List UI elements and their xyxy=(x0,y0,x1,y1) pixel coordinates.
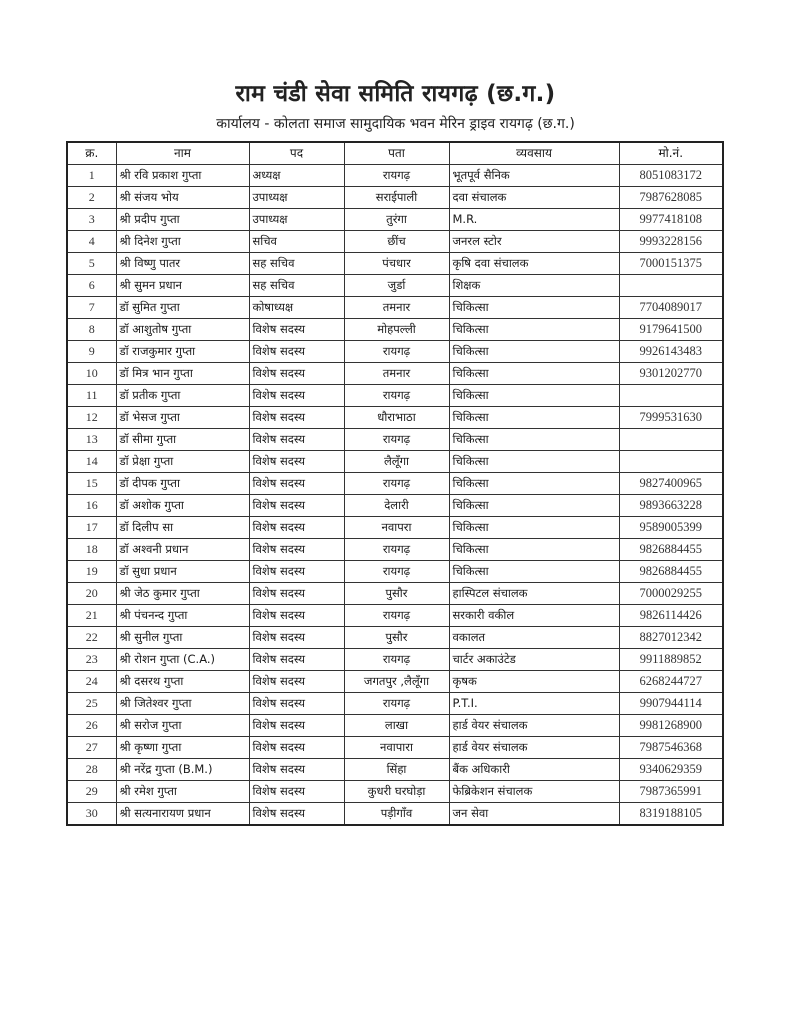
name-cell: डॉ आशुतोष गुप्ता xyxy=(116,319,249,341)
table-row xyxy=(67,253,723,275)
mobile-cell xyxy=(619,429,723,451)
address-cell: लैलूँगा xyxy=(344,451,449,473)
post-cell: विशेष सदस्य xyxy=(249,671,344,693)
header-address: पता xyxy=(344,142,449,165)
occupation-cell: चिकित्सा xyxy=(449,561,619,583)
name-cell: डॉ दीपक गुप्ता xyxy=(116,473,249,495)
serial-cell: 5 xyxy=(67,253,116,275)
post-cell: विशेष सदस्य xyxy=(249,539,344,561)
address-cell: रायगढ़ xyxy=(344,693,449,715)
occupation-cell: चिकित्सा xyxy=(449,341,619,363)
post-cell: विशेष सदस्य xyxy=(249,649,344,671)
table-row xyxy=(67,297,723,319)
mobile-cell: 8827012342 xyxy=(619,627,723,649)
name-cell: डॉ सीमा गुप्ता xyxy=(116,429,249,451)
address-cell: रायगढ़ xyxy=(344,605,449,627)
serial-cell: 6 xyxy=(67,275,116,297)
name-cell: डॉ राजकुमार गुप्ता xyxy=(116,341,249,363)
serial-cell: 29 xyxy=(67,781,116,803)
mobile-cell: 7999531630 xyxy=(619,407,723,429)
address-cell: तमनार xyxy=(344,363,449,385)
occupation-cell: फेब्रिकेशन संचालक xyxy=(449,781,619,803)
name-cell: डॉ भेसज गुप्ता xyxy=(116,407,249,429)
occupation-cell: चिकित्सा xyxy=(449,385,619,407)
occupation-cell: चिकित्सा xyxy=(449,363,619,385)
name-cell: श्री सत्यनारायण प्रधान xyxy=(116,803,249,826)
name-cell: श्री जेठ कुमार गुप्ता xyxy=(116,583,249,605)
serial-cell: 4 xyxy=(67,231,116,253)
serial-cell: 3 xyxy=(67,209,116,231)
occupation-cell: सरकारी वकील xyxy=(449,605,619,627)
table-row xyxy=(67,275,723,297)
name-cell: डॉ अशोक गुप्ता xyxy=(116,495,249,517)
serial-cell: 8 xyxy=(67,319,116,341)
table-row xyxy=(67,561,723,583)
address-cell: लाखा xyxy=(344,715,449,737)
mobile-cell: 8051083172 xyxy=(619,165,723,187)
mobile-cell: 7000151375 xyxy=(619,253,723,275)
mobile-cell: 9340629359 xyxy=(619,759,723,781)
occupation-cell: चिकित्सा xyxy=(449,451,619,473)
mobile-cell xyxy=(619,451,723,473)
address-cell: रायगढ़ xyxy=(344,165,449,187)
occupation-cell: कृषक xyxy=(449,671,619,693)
name-cell: श्री रमेश गुप्ता xyxy=(116,781,249,803)
name-cell: डॉ सुमित गुप्ता xyxy=(116,297,249,319)
name-cell: डॉ अश्वनी प्रधान xyxy=(116,539,249,561)
name-cell: डॉ मित्र भान गुप्ता xyxy=(116,363,249,385)
serial-cell: 27 xyxy=(67,737,116,759)
post-cell: विशेष सदस्य xyxy=(249,781,344,803)
name-cell: डॉ दिलीप सा xyxy=(116,517,249,539)
address-cell: देलारी xyxy=(344,495,449,517)
address-cell: सिंहा xyxy=(344,759,449,781)
post-cell: विशेष सदस्य xyxy=(249,451,344,473)
address-cell: नवापारा xyxy=(344,737,449,759)
address-cell: सराईपाली xyxy=(344,187,449,209)
post-cell: अध्यक्ष xyxy=(249,165,344,187)
mobile-cell: 9981268900 xyxy=(619,715,723,737)
occupation-cell: चिकित्सा xyxy=(449,429,619,451)
post-cell: विशेष सदस्य xyxy=(249,803,344,826)
serial-cell: 30 xyxy=(67,803,116,826)
post-cell: विशेष सदस्य xyxy=(249,341,344,363)
table-row xyxy=(67,165,723,187)
table-row xyxy=(67,341,723,363)
mobile-cell: 9301202770 xyxy=(619,363,723,385)
mobile-cell: 6268244727 xyxy=(619,671,723,693)
name-cell: डॉ प्रेक्षा गुप्ता xyxy=(116,451,249,473)
mobile-cell: 7987365991 xyxy=(619,781,723,803)
post-cell: विशेष सदस्य xyxy=(249,737,344,759)
name-cell: श्री नरेंद्र गुप्ता (B.M.) xyxy=(116,759,249,781)
serial-cell: 16 xyxy=(67,495,116,517)
serial-cell: 21 xyxy=(67,605,116,627)
occupation-cell: जनरल स्टोर xyxy=(449,231,619,253)
occupation-cell: चार्टर अकाउंटेड xyxy=(449,649,619,671)
name-cell: श्री रवि प्रकाश गुप्ता xyxy=(116,165,249,187)
post-cell: विशेष सदस्य xyxy=(249,473,344,495)
serial-cell: 7 xyxy=(67,297,116,319)
serial-cell: 10 xyxy=(67,363,116,385)
address-cell: रायगढ़ xyxy=(344,385,449,407)
mobile-cell: 7987546368 xyxy=(619,737,723,759)
mobile-cell: 9911889852 xyxy=(619,649,723,671)
header-occupation: व्यवसाय xyxy=(449,142,619,165)
header-post: पद xyxy=(249,142,344,165)
office-address: कार्यालय - कोलता समाज सामुदायिक भवन मेरिन ड्राइव रायगढ़ (छ.ग.) xyxy=(216,116,575,132)
occupation-cell: चिकित्सा xyxy=(449,319,619,341)
serial-cell: 17 xyxy=(67,517,116,539)
header-mobile: मो.नं. xyxy=(619,142,723,165)
mobile-cell: 9826884455 xyxy=(619,561,723,583)
mobile-cell: 9827400965 xyxy=(619,473,723,495)
name-cell: श्री जितेश्वर गुप्ता xyxy=(116,693,249,715)
post-cell: विशेष सदस्य xyxy=(249,407,344,429)
post-cell: विशेष सदस्य xyxy=(249,605,344,627)
post-cell: विशेष सदस्य xyxy=(249,627,344,649)
post-cell: विशेष सदस्य xyxy=(249,517,344,539)
address-cell: जगतपुर ,लैलूँगा xyxy=(344,671,449,693)
address-cell: रायगढ़ xyxy=(344,561,449,583)
occupation-cell: कृषि दवा संचालक xyxy=(449,253,619,275)
serial-cell: 9 xyxy=(67,341,116,363)
address-cell: जुर्डा xyxy=(344,275,449,297)
address-cell: तुरंगा xyxy=(344,209,449,231)
address-cell: पड़ीगाँव xyxy=(344,803,449,826)
post-cell: उपाध्यक्ष xyxy=(249,187,344,209)
occupation-cell: चिकित्सा xyxy=(449,539,619,561)
mobile-cell: 9826114426 xyxy=(619,605,723,627)
mobile-cell: 7987628085 xyxy=(619,187,723,209)
post-cell: विशेष सदस्य xyxy=(249,319,344,341)
address-cell: रायगढ़ xyxy=(344,473,449,495)
address-cell: रायगढ़ xyxy=(344,429,449,451)
table-row xyxy=(67,319,723,341)
table-row xyxy=(67,187,723,209)
address-cell: पुसौर xyxy=(344,627,449,649)
occupation-cell: चिकित्सा xyxy=(449,407,619,429)
name-cell: श्री दसरथ गुप्ता xyxy=(116,671,249,693)
table-row xyxy=(67,649,723,671)
table-row xyxy=(67,803,723,826)
serial-cell: 1 xyxy=(67,165,116,187)
address-cell: रायगढ़ xyxy=(344,539,449,561)
name-cell: श्री सुमन प्रधान xyxy=(116,275,249,297)
members-table xyxy=(66,141,724,826)
table-row xyxy=(67,231,723,253)
serial-cell: 25 xyxy=(67,693,116,715)
address-cell: रायगढ़ xyxy=(344,649,449,671)
occupation-cell: हार्ड वेयर संचालक xyxy=(449,715,619,737)
post-cell: विशेष सदस्य xyxy=(249,693,344,715)
name-cell: श्री पंचनन्द गुप्ता xyxy=(116,605,249,627)
address-cell: मोहपल्ली xyxy=(344,319,449,341)
table-row xyxy=(67,495,723,517)
post-cell: विशेष सदस्य xyxy=(249,495,344,517)
occupation-cell: M.R. xyxy=(449,209,619,231)
address-cell: पंचधार xyxy=(344,253,449,275)
occupation-cell: P.T.I. xyxy=(449,693,619,715)
header-name: नाम xyxy=(116,142,249,165)
mobile-cell: 9893663228 xyxy=(619,495,723,517)
table-row xyxy=(67,605,723,627)
mobile-cell: 8319188105 xyxy=(619,803,723,826)
serial-cell: 19 xyxy=(67,561,116,583)
mobile-cell: 9179641500 xyxy=(619,319,723,341)
table-row xyxy=(67,517,723,539)
mobile-cell: 7704089017 xyxy=(619,297,723,319)
address-cell: पुसौर xyxy=(344,583,449,605)
post-cell: कोषाध्यक्ष xyxy=(249,297,344,319)
serial-cell: 18 xyxy=(67,539,116,561)
post-cell: विशेष सदस्य xyxy=(249,429,344,451)
mobile-cell: 9926143483 xyxy=(619,341,723,363)
mobile-cell: 9977418108 xyxy=(619,209,723,231)
table-row xyxy=(67,473,723,495)
occupation-cell: शिक्षक xyxy=(449,275,619,297)
document-title: राम चंडी सेवा समिति रायगढ़ (छ.ग.) xyxy=(235,81,556,107)
occupation-cell: दवा संचालक xyxy=(449,187,619,209)
occupation-cell: बैंक अधिकारी xyxy=(449,759,619,781)
occupation-cell: चिकित्सा xyxy=(449,517,619,539)
name-cell: श्री संजय भोय xyxy=(116,187,249,209)
serial-cell: 24 xyxy=(67,671,116,693)
table-row xyxy=(67,429,723,451)
address-cell: नवापरा xyxy=(344,517,449,539)
post-cell: विशेष सदस्य xyxy=(249,715,344,737)
table-row xyxy=(67,407,723,429)
name-cell: श्री प्रदीप गुप्ता xyxy=(116,209,249,231)
mobile-cell: 7000029255 xyxy=(619,583,723,605)
occupation-cell: चिकित्सा xyxy=(449,297,619,319)
post-cell: विशेष सदस्य xyxy=(249,385,344,407)
occupation-cell: हास्पिटल संचालक xyxy=(449,583,619,605)
header-serial: क्र. xyxy=(67,142,116,165)
serial-cell: 12 xyxy=(67,407,116,429)
occupation-cell: चिकित्सा xyxy=(449,495,619,517)
mobile-cell: 9589005399 xyxy=(619,517,723,539)
serial-cell: 26 xyxy=(67,715,116,737)
name-cell: श्री रोशन गुप्ता (C.A.) xyxy=(116,649,249,671)
name-cell: श्री विष्णु पातर xyxy=(116,253,249,275)
mobile-cell: 9907944114 xyxy=(619,693,723,715)
table-row xyxy=(67,627,723,649)
occupation-cell: जन सेवा xyxy=(449,803,619,826)
table-row xyxy=(67,539,723,561)
post-cell: विशेष सदस्य xyxy=(249,363,344,385)
address-cell: तमनार xyxy=(344,297,449,319)
table-header-row xyxy=(67,142,723,165)
table-row xyxy=(67,671,723,693)
serial-cell: 20 xyxy=(67,583,116,605)
post-cell: विशेष सदस्य xyxy=(249,561,344,583)
serial-cell: 23 xyxy=(67,649,116,671)
table-row xyxy=(67,451,723,473)
post-cell: सह सचिव xyxy=(249,253,344,275)
occupation-cell: भूतपूर्व सैनिक xyxy=(449,165,619,187)
table-row xyxy=(67,715,723,737)
address-cell: धौराभाठा xyxy=(344,407,449,429)
serial-cell: 22 xyxy=(67,627,116,649)
post-cell: विशेष सदस्य xyxy=(249,759,344,781)
serial-cell: 2 xyxy=(67,187,116,209)
table-row xyxy=(67,583,723,605)
table-row xyxy=(67,693,723,715)
mobile-cell: 9826884455 xyxy=(619,539,723,561)
post-cell: सचिव xyxy=(249,231,344,253)
address-cell: छींच xyxy=(344,231,449,253)
post-cell: विशेष सदस्य xyxy=(249,583,344,605)
table-row xyxy=(67,209,723,231)
mobile-cell: 9993228156 xyxy=(619,231,723,253)
name-cell: श्री दिनेश गुप्ता xyxy=(116,231,249,253)
post-cell: उपाध्यक्ष xyxy=(249,209,344,231)
table-row xyxy=(67,759,723,781)
occupation-cell: हार्ड वेयर संचालक xyxy=(449,737,619,759)
serial-cell: 15 xyxy=(67,473,116,495)
table-row xyxy=(67,737,723,759)
serial-cell: 14 xyxy=(67,451,116,473)
name-cell: डॉ प्रतीक गुप्ता xyxy=(116,385,249,407)
post-cell: सह सचिव xyxy=(249,275,344,297)
serial-cell: 28 xyxy=(67,759,116,781)
name-cell: श्री सुनील गुप्ता xyxy=(116,627,249,649)
address-cell: रायगढ़ xyxy=(344,341,449,363)
serial-cell: 11 xyxy=(67,385,116,407)
mobile-cell xyxy=(619,275,723,297)
mobile-cell xyxy=(619,385,723,407)
serial-cell: 13 xyxy=(67,429,116,451)
name-cell: श्री कृष्णा गुप्ता xyxy=(116,737,249,759)
address-cell: कुधरी घरघोड़ा xyxy=(344,781,449,803)
name-cell: श्री सरोज गुप्ता xyxy=(116,715,249,737)
name-cell: डॉ सुधा प्रधान xyxy=(116,561,249,583)
table-row xyxy=(67,781,723,803)
table-row xyxy=(67,363,723,385)
table-row xyxy=(67,385,723,407)
occupation-cell: वकालत xyxy=(449,627,619,649)
occupation-cell: चिकित्सा xyxy=(449,473,619,495)
